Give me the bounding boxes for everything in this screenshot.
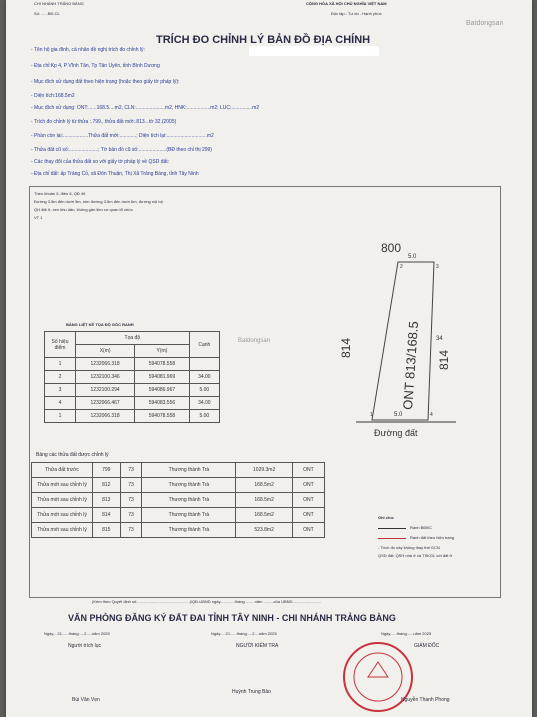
date-3: Ngày......tháng......năm 2025 <box>381 631 432 636</box>
table-row <box>32 508 325 523</box>
coord-cell: 3 <box>45 384 76 397</box>
map-parcel-label: ONT 813/168.5 <box>400 320 422 411</box>
legend-item-4: QSD đất; QSH nhà ở và TSKGL với đất ở <box>378 553 453 558</box>
map-top-label: 800 <box>381 241 402 255</box>
signer-2-role: NGƯỜI KIỂM TRA <box>236 643 279 649</box>
office-name: VĂN PHÒNG ĐĂNG KÝ ĐẤT ĐAI TỈNH TÂY NINH - CHI NHÁNH TRẢNG BÀNG <box>68 613 396 623</box>
parcel-cell: 814 <box>93 508 121 523</box>
map-right-label: 814 <box>437 349 451 370</box>
coord-cell: 1 <box>45 410 76 423</box>
note-2: Đường 3.5m đến dưới 9m, nền đường 3.5m đến dưới 6m, đường nội bộ <box>34 199 163 204</box>
coord-cell: 1232100.346 <box>76 371 135 384</box>
table-row <box>45 397 220 410</box>
coord-cell: 1232066.318 <box>76 358 135 371</box>
table-row <box>45 384 220 397</box>
parcel-cell: Thửa đất trước <box>32 463 93 478</box>
field-old-parcel: - Thửa đất cũ số:.....................; Tờ bản đồ cũ số:....................(BĐ theo chỉ thị 299) <box>31 147 212 153</box>
parcel-cell: 73 <box>120 523 142 538</box>
field-land-address: - Địa chỉ đất: ấp Trảng Cỏ, xã Đôn Thuận, Thị Xã Trảng Bàng, tỉnh Tây Ninh <box>31 171 199 177</box>
parcel-cell: 73 <box>120 463 142 478</box>
coord-cell: 1232100.294 <box>76 384 135 397</box>
field-source-parcel: - Trích đo chỉnh lý từ thửa :.799., thửa đất mới:.813...tờ 32.(2005) <box>31 119 177 125</box>
parcel-cell: Thương thành Trà <box>142 508 236 523</box>
parcel-cell: 73 <box>120 478 142 493</box>
parcel-cell: Thửa mới sau chỉnh lý <box>32 493 93 508</box>
parcel-cell: Thương thành Trà <box>142 478 236 493</box>
coord-cell: 594078.558 <box>135 358 189 371</box>
coord-table <box>44 331 220 423</box>
nation-heading: CỘNG HÒA XÃ HỘI CHỦ NGHĨA VIỆT NAM <box>306 1 387 6</box>
doc-number: Số: ......BĐ-CL <box>34 11 60 16</box>
parcel-cell: Thửa mới sau chỉnh lý <box>32 478 93 493</box>
map-edge-right: 34 <box>436 336 443 342</box>
parcel-cell: 523.8m2 <box>236 523 292 538</box>
parcel-cell: ONT <box>292 478 324 493</box>
signer-2-name: Huỳnh Trung Bảo <box>232 689 271 695</box>
note-3: QH đất ở, xen khu dân, không gần liền cơ quan tổ chức <box>34 207 133 212</box>
date-1: Ngày....21......tháng.....2.....năm 2025 <box>44 631 110 636</box>
coord-cell: 594083.556 <box>135 397 189 410</box>
motto: Độc lập - Tự do - Hạnh phúc <box>331 11 382 16</box>
parcel-cell: 168.5m2 <box>236 493 292 508</box>
signer-3-name: Nguyễn Thanh Phong <box>401 697 450 703</box>
road-label: Đường đất <box>374 428 418 438</box>
coord-header-edge: Cạnh <box>189 332 219 358</box>
parcel-cell: 73 <box>120 508 142 523</box>
corner-label: 1 <box>370 412 373 418</box>
field-applicant: - Tên hộ gia đình, cá nhân đề nghị trích đo chỉnh lý: <box>31 47 145 53</box>
parcel-cell: 168.5m2 <box>236 508 292 523</box>
decision-line: (Kèm theo Quyết định số:...............................................)/QĐ-UBND ngày.............tháng.........năm .........của UBND.......................... <box>92 599 322 604</box>
coord-cell: 34.00 <box>189 371 219 384</box>
coord-cell: 1 <box>45 358 76 371</box>
note-4: VT 1 <box>34 215 43 220</box>
coord-cell: 1232066.467 <box>76 397 135 410</box>
date-2: Ngày.....21......tháng.....2....năm 2025 <box>211 631 277 636</box>
parcel-cell: 815 <box>93 523 121 538</box>
table-row <box>45 358 220 371</box>
coord-cell: 5.00 <box>189 384 219 397</box>
parcel-cell: ONT <box>292 463 324 478</box>
table-row <box>32 463 325 478</box>
table-row <box>45 410 220 423</box>
coord-header-y: Y(m) <box>135 345 189 358</box>
legend-item-3: - Trích đo này không thay thế GCN <box>378 545 440 550</box>
parcel-table-title: Bảng các thửa đất được chỉnh lý <box>36 452 109 458</box>
parcel-cell: ONT <box>292 523 324 538</box>
signer-1-role: Người trích lục <box>68 643 102 649</box>
table-row <box>32 493 325 508</box>
coord-cell: 1232066.318 <box>76 410 135 423</box>
coord-table-title: BẢNG LIỆT KÊ TỌA ĐỘ GÓC RANH <box>66 322 134 327</box>
field-address: - Địa chỉ:Kp 4, P Vĩnh Tân, Tp Tân Uyên, tỉnh Bình Dương <box>31 63 160 69</box>
corner-label: 3 <box>436 264 439 270</box>
table-row <box>32 478 325 493</box>
parcel-cell: Thương thành Trà <box>142 463 236 478</box>
legend-item-2: Ranh đất theo hiện trạng <box>410 535 455 540</box>
document-page <box>6 0 532 717</box>
coord-header-id: Số hiệu điểm <box>45 332 76 358</box>
coord-cell: 594086.967 <box>135 384 189 397</box>
watermark-center: Batdongsan <box>238 338 271 344</box>
corner-label: 4 <box>430 412 433 418</box>
legend-line-red <box>378 538 406 539</box>
legend-line-solid <box>378 528 406 529</box>
signer-1-name: Bùi Văn Vẹn <box>72 697 100 703</box>
parcel-cell: Thửa mới sau chỉnh lý <box>32 508 93 523</box>
parcel-table <box>31 462 325 538</box>
watermark: Batdongsan <box>466 20 504 27</box>
parcel-cell: Thương thành Trà <box>142 523 236 538</box>
coord-cell: 2 <box>45 371 76 384</box>
field-area: - Diện tích:168.5m2 <box>31 93 75 99</box>
table-row <box>32 523 325 538</box>
parcel-cell: Thương thành Trà <box>142 493 236 508</box>
signer-3-role: GIÁM ĐỐC <box>414 643 440 649</box>
parcel-cell: 1029.3m2 <box>236 463 292 478</box>
map-edge-top: 5.0 <box>408 254 417 260</box>
map-left-label: 814 <box>339 337 353 358</box>
coord-header-x: X(m) <box>76 345 135 358</box>
table-row <box>45 371 220 384</box>
coord-cell: 594081.969 <box>135 371 189 384</box>
field-purpose: - Mục đích sử dụng đất theo hiện trạng (hoặc theo giấy tờ pháp lý): <box>31 79 180 85</box>
field-changes: - Các thay đổi của thửa đất so với giấy tờ pháp lý về QSD đất: <box>31 159 170 165</box>
legend-item-1: Ranh BĐĐC <box>410 525 433 530</box>
coord-cell <box>189 358 219 371</box>
parcel-cell: 73 <box>120 493 142 508</box>
redacted-box <box>249 46 379 56</box>
coord-header-group: Tọa độ <box>76 332 190 345</box>
page-title: TRÍCH ĐO CHỈNH LÝ BẢN ĐỒ ĐỊA CHÍNH <box>156 34 371 46</box>
map-edge-bottom: 5.0 <box>394 412 403 418</box>
coord-cell: 34.00 <box>189 397 219 410</box>
org-name: CHI NHÁNH TRẢNG BÀNG <box>34 1 84 6</box>
legend-title: Ghi chú: <box>378 515 395 520</box>
coord-cell: 594078.558 <box>135 410 189 423</box>
corner-label: 2 <box>400 264 403 270</box>
coord-cell: 4 <box>45 397 76 410</box>
parcel-cell: ONT <box>292 493 324 508</box>
coord-cell: 5.00 <box>189 410 219 423</box>
field-remaining: - Phần còn lại:..................Thửa đất mới:............; Diện tích lại:.............................m2 <box>31 133 214 139</box>
parcel-cell: 799 <box>93 463 121 478</box>
parcel-cell: ONT <box>292 508 324 523</box>
parcel-cell: 813 <box>93 493 121 508</box>
note-1: Theo khoản 5, điều 6, QĐ 49 <box>34 191 86 196</box>
parcel-cell: 168.5m2 <box>236 478 292 493</box>
parcel-cell: Thửa mới sau chỉnh lý <box>32 523 93 538</box>
field-usage: - Mục đích sử dụng: ONT:......168.5....m2, CLN:.....................m2, HNK:.................m2; LUC:...............m2 <box>31 105 260 111</box>
parcel-cell: 812 <box>93 478 121 493</box>
parcel-map <box>336 240 486 450</box>
